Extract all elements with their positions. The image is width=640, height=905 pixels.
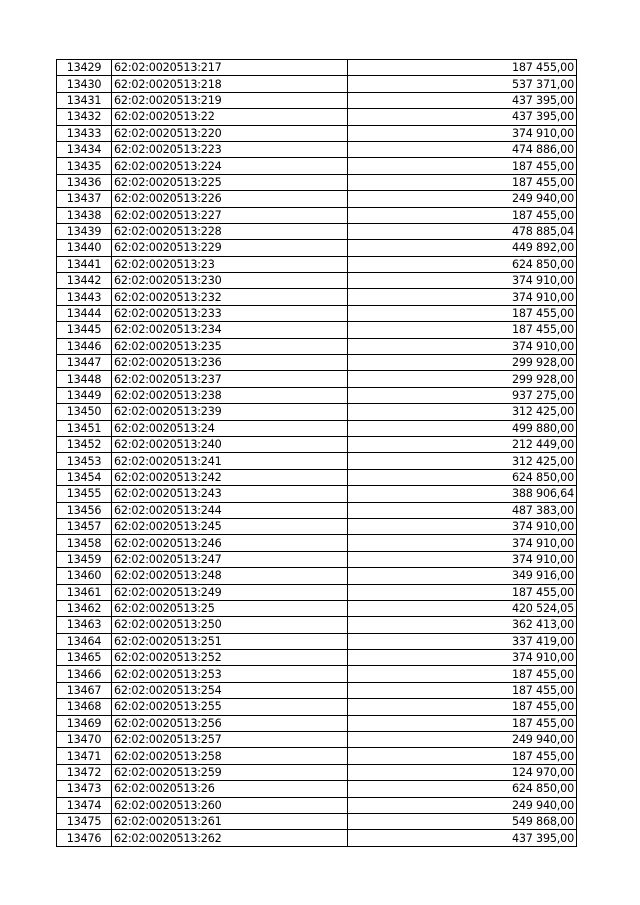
cadastral-number-cell: 62:02:0020513:227 <box>112 207 348 223</box>
cadastral-number-cell: 62:02:0020513:24 <box>112 420 348 436</box>
table-row <box>57 830 577 846</box>
cadastral-number-cell: 62:02:0020513:244 <box>112 502 348 518</box>
cadastral-value-cell: 437 395,00 <box>348 109 577 125</box>
table-row <box>57 502 577 518</box>
table-row <box>57 404 577 420</box>
table-row <box>57 715 577 731</box>
cadastral-number-cell: 62:02:0020513:218 <box>112 76 348 92</box>
cadastral-number-cell: 62:02:0020513:217 <box>112 60 348 76</box>
table-row <box>57 273 577 289</box>
table-row <box>57 256 577 272</box>
row-number-cell: 13468 <box>57 699 112 715</box>
row-number-cell: 13453 <box>57 453 112 469</box>
cadastral-value-cell: 374 910,00 <box>348 338 577 354</box>
cadastral-value-cell: 937 275,00 <box>348 387 577 403</box>
cadastral-value-cell: 187 455,00 <box>348 60 577 76</box>
cadastral-value-cell: 474 886,00 <box>348 141 577 157</box>
row-number-cell: 13463 <box>57 617 112 633</box>
row-number-cell: 13471 <box>57 748 112 764</box>
cadastral-number-cell: 62:02:0020513:234 <box>112 322 348 338</box>
cadastral-number-cell: 62:02:0020513:230 <box>112 273 348 289</box>
row-number-cell: 13460 <box>57 568 112 584</box>
row-number-cell: 13470 <box>57 732 112 748</box>
table-row <box>57 617 577 633</box>
row-number-cell: 13439 <box>57 223 112 239</box>
cadastral-value-cell: 299 928,00 <box>348 355 577 371</box>
cadastral-number-cell: 62:02:0020513:228 <box>112 223 348 239</box>
cadastral-value-cell: 187 455,00 <box>348 748 577 764</box>
row-number-cell: 13436 <box>57 174 112 190</box>
table-row <box>57 666 577 682</box>
row-number-cell: 13444 <box>57 305 112 321</box>
cadastral-value-cell: 537 371,00 <box>348 76 577 92</box>
cadastral-number-cell: 62:02:0020513:243 <box>112 486 348 502</box>
table-row <box>57 699 577 715</box>
cadastral-number-cell: 62:02:0020513:224 <box>112 158 348 174</box>
table-row <box>57 600 577 616</box>
cadastral-value-cell: 449 892,00 <box>348 240 577 256</box>
cadastral-value-cell: 337 419,00 <box>348 633 577 649</box>
table-row <box>57 109 577 125</box>
cadastral-value-cell: 312 425,00 <box>348 404 577 420</box>
cadastral-value-cell: 187 455,00 <box>348 715 577 731</box>
row-number-cell: 13459 <box>57 551 112 567</box>
cadastral-number-cell: 62:02:0020513:250 <box>112 617 348 633</box>
cadastral-number-cell: 62:02:0020513:232 <box>112 289 348 305</box>
cadastral-number-cell: 62:02:0020513:255 <box>112 699 348 715</box>
table-row <box>57 682 577 698</box>
cadastral-value-cell: 549 868,00 <box>348 813 577 829</box>
cadastral-value-cell: 187 455,00 <box>348 305 577 321</box>
cadastral-number-cell: 62:02:0020513:249 <box>112 584 348 600</box>
cadastral-value-cell: 187 455,00 <box>348 207 577 223</box>
table-row <box>57 453 577 469</box>
table-row <box>57 174 577 190</box>
cadastral-number-cell: 62:02:0020513:262 <box>112 830 348 846</box>
cadastral-number-cell: 62:02:0020513:235 <box>112 338 348 354</box>
row-number-cell: 13469 <box>57 715 112 731</box>
cadastral-number-cell: 62:02:0020513:254 <box>112 682 348 698</box>
cadastral-value-cell: 187 455,00 <box>348 682 577 698</box>
cadastral-number-cell: 62:02:0020513:236 <box>112 355 348 371</box>
cadastral-value-cell: 374 910,00 <box>348 535 577 551</box>
cadastral-number-cell: 62:02:0020513:246 <box>112 535 348 551</box>
table-row <box>57 568 577 584</box>
row-number-cell: 13450 <box>57 404 112 420</box>
table-row <box>57 813 577 829</box>
table-row <box>57 305 577 321</box>
table-row <box>57 141 577 157</box>
cadastral-value-table <box>56 59 577 847</box>
row-number-cell: 13475 <box>57 813 112 829</box>
row-number-cell: 13449 <box>57 387 112 403</box>
row-number-cell: 13441 <box>57 256 112 272</box>
table-row <box>57 584 577 600</box>
cadastral-value-cell: 312 425,00 <box>348 453 577 469</box>
cadastral-value-cell: 388 906,64 <box>348 486 577 502</box>
row-number-cell: 13472 <box>57 764 112 780</box>
cadastral-value-cell: 349 916,00 <box>348 568 577 584</box>
cadastral-number-cell: 62:02:0020513:259 <box>112 764 348 780</box>
table-row <box>57 518 577 534</box>
cadastral-number-cell: 62:02:0020513:241 <box>112 453 348 469</box>
row-number-cell: 13476 <box>57 830 112 846</box>
row-number-cell: 13462 <box>57 600 112 616</box>
cadastral-number-cell: 62:02:0020513:219 <box>112 92 348 108</box>
cadastral-value-cell: 187 455,00 <box>348 174 577 190</box>
cadastral-value-cell: 249 940,00 <box>348 797 577 813</box>
cadastral-value-cell: 624 850,00 <box>348 256 577 272</box>
cadastral-number-cell: 62:02:0020513:245 <box>112 518 348 534</box>
row-number-cell: 13452 <box>57 436 112 452</box>
cadastral-number-cell: 62:02:0020513:251 <box>112 633 348 649</box>
row-number-cell: 13454 <box>57 469 112 485</box>
cadastral-value-cell: 249 940,00 <box>348 191 577 207</box>
cadastral-number-cell: 62:02:0020513:248 <box>112 568 348 584</box>
cadastral-number-cell: 62:02:0020513:252 <box>112 650 348 666</box>
cadastral-number-cell: 62:02:0020513:220 <box>112 125 348 141</box>
row-number-cell: 13474 <box>57 797 112 813</box>
cadastral-value-cell: 487 383,00 <box>348 502 577 518</box>
cadastral-number-cell: 62:02:0020513:239 <box>112 404 348 420</box>
row-number-cell: 13438 <box>57 207 112 223</box>
cadastral-number-cell: 62:02:0020513:240 <box>112 436 348 452</box>
table-row <box>57 732 577 748</box>
cadastral-number-cell: 62:02:0020513:226 <box>112 191 348 207</box>
cadastral-value-cell: 624 850,00 <box>348 469 577 485</box>
cadastral-number-cell: 62:02:0020513:253 <box>112 666 348 682</box>
row-number-cell: 13433 <box>57 125 112 141</box>
cadastral-value-cell: 299 928,00 <box>348 371 577 387</box>
table-row <box>57 764 577 780</box>
row-number-cell: 13467 <box>57 682 112 698</box>
row-number-cell: 13458 <box>57 535 112 551</box>
table-row <box>57 223 577 239</box>
table-row <box>57 650 577 666</box>
cadastral-number-cell: 62:02:0020513:23 <box>112 256 348 272</box>
table-row <box>57 469 577 485</box>
cadastral-number-cell: 62:02:0020513:260 <box>112 797 348 813</box>
cadastral-number-cell: 62:02:0020513:223 <box>112 141 348 157</box>
cadastral-number-cell: 62:02:0020513:261 <box>112 813 348 829</box>
cadastral-value-cell: 187 455,00 <box>348 584 577 600</box>
table-body <box>57 60 577 847</box>
row-number-cell: 13435 <box>57 158 112 174</box>
row-number-cell: 13447 <box>57 355 112 371</box>
cadastral-value-cell: 374 910,00 <box>348 650 577 666</box>
cadastral-value-cell: 362 413,00 <box>348 617 577 633</box>
cadastral-value-cell: 420 524,05 <box>348 600 577 616</box>
row-number-cell: 13451 <box>57 420 112 436</box>
table-row <box>57 158 577 174</box>
cadastral-number-cell: 62:02:0020513:238 <box>112 387 348 403</box>
cadastral-value-cell: 249 940,00 <box>348 732 577 748</box>
row-number-cell: 13430 <box>57 76 112 92</box>
table-row <box>57 338 577 354</box>
table-row <box>57 191 577 207</box>
row-number-cell: 13445 <box>57 322 112 338</box>
row-number-cell: 13473 <box>57 781 112 797</box>
table-row <box>57 355 577 371</box>
cadastral-number-cell: 62:02:0020513:22 <box>112 109 348 125</box>
table-row <box>57 633 577 649</box>
row-number-cell: 13431 <box>57 92 112 108</box>
cadastral-value-cell: 624 850,00 <box>348 781 577 797</box>
table-row <box>57 748 577 764</box>
cadastral-value-cell: 437 395,00 <box>348 92 577 108</box>
table-row <box>57 207 577 223</box>
cadastral-value-cell: 187 455,00 <box>348 322 577 338</box>
row-number-cell: 13437 <box>57 191 112 207</box>
row-number-cell: 13455 <box>57 486 112 502</box>
table-row <box>57 92 577 108</box>
row-number-cell: 13446 <box>57 338 112 354</box>
row-number-cell: 13456 <box>57 502 112 518</box>
table-row <box>57 76 577 92</box>
cadastral-number-cell: 62:02:0020513:242 <box>112 469 348 485</box>
cadastral-value-cell: 187 455,00 <box>348 158 577 174</box>
table-row <box>57 535 577 551</box>
cadastral-value-cell: 374 910,00 <box>348 551 577 567</box>
table-row <box>57 125 577 141</box>
table-row <box>57 486 577 502</box>
cadastral-number-cell: 62:02:0020513:237 <box>112 371 348 387</box>
row-number-cell: 13442 <box>57 273 112 289</box>
cadastral-value-cell: 187 455,00 <box>348 666 577 682</box>
table-row <box>57 551 577 567</box>
table-row <box>57 387 577 403</box>
cadastral-value-cell: 499 880,00 <box>348 420 577 436</box>
table-row <box>57 60 577 76</box>
cadastral-number-cell: 62:02:0020513:26 <box>112 781 348 797</box>
cadastral-value-cell: 124 970,00 <box>348 764 577 780</box>
row-number-cell: 13443 <box>57 289 112 305</box>
cadastral-number-cell: 62:02:0020513:229 <box>112 240 348 256</box>
cadastral-value-cell: 437 395,00 <box>348 830 577 846</box>
row-number-cell: 13434 <box>57 141 112 157</box>
table-row <box>57 240 577 256</box>
table-row <box>57 420 577 436</box>
cadastral-value-cell: 374 910,00 <box>348 289 577 305</box>
cadastral-number-cell: 62:02:0020513:25 <box>112 600 348 616</box>
row-number-cell: 13465 <box>57 650 112 666</box>
table-row <box>57 322 577 338</box>
row-number-cell: 13464 <box>57 633 112 649</box>
cadastral-number-cell: 62:02:0020513:233 <box>112 305 348 321</box>
row-number-cell: 13457 <box>57 518 112 534</box>
cadastral-value-cell: 374 910,00 <box>348 125 577 141</box>
table-row <box>57 436 577 452</box>
cadastral-value-cell: 374 910,00 <box>348 518 577 534</box>
row-number-cell: 13429 <box>57 60 112 76</box>
row-number-cell: 13432 <box>57 109 112 125</box>
row-number-cell: 13440 <box>57 240 112 256</box>
cadastral-value-cell: 187 455,00 <box>348 699 577 715</box>
cadastral-number-cell: 62:02:0020513:225 <box>112 174 348 190</box>
cadastral-value-cell: 374 910,00 <box>348 273 577 289</box>
cadastral-number-cell: 62:02:0020513:247 <box>112 551 348 567</box>
cadastral-number-cell: 62:02:0020513:256 <box>112 715 348 731</box>
row-number-cell: 13461 <box>57 584 112 600</box>
row-number-cell: 13448 <box>57 371 112 387</box>
cadastral-number-cell: 62:02:0020513:257 <box>112 732 348 748</box>
cadastral-value-cell: 212 449,00 <box>348 436 577 452</box>
table-row <box>57 781 577 797</box>
table-row <box>57 289 577 305</box>
table-row <box>57 371 577 387</box>
table-row <box>57 797 577 813</box>
row-number-cell: 13466 <box>57 666 112 682</box>
cadastral-value-cell: 478 885,04 <box>348 223 577 239</box>
cadastral-number-cell: 62:02:0020513:258 <box>112 748 348 764</box>
